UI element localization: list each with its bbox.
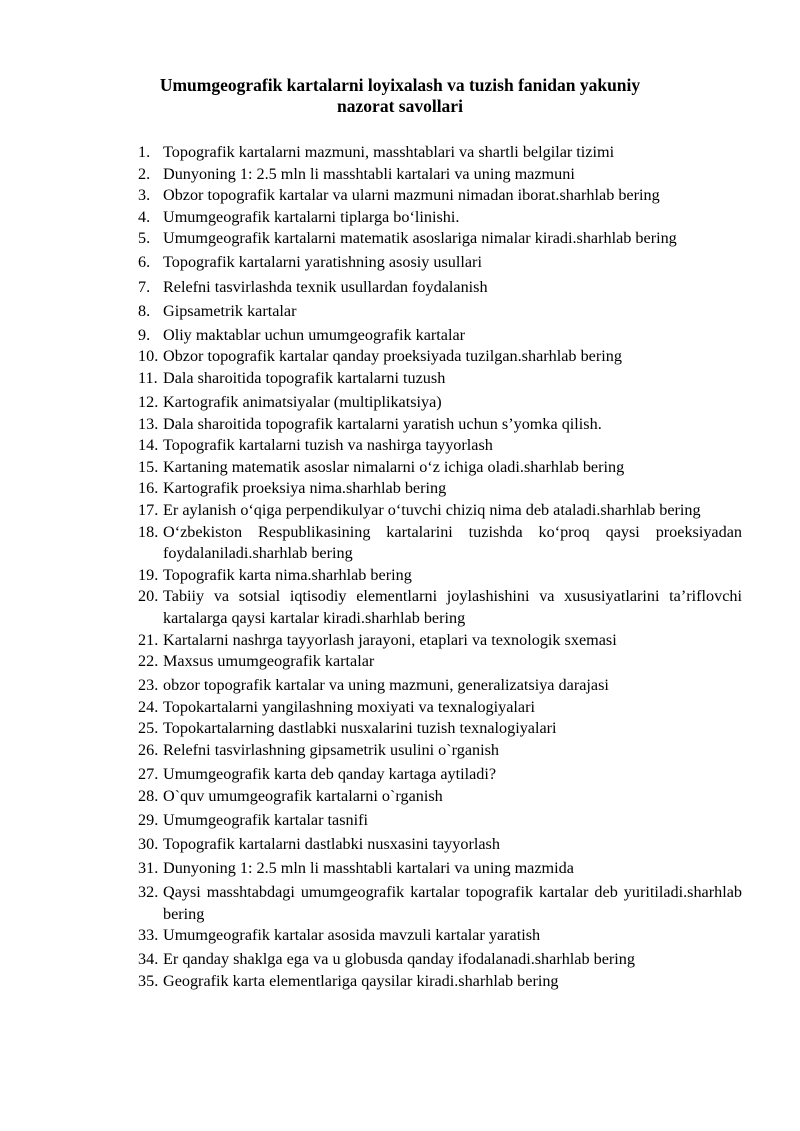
question-item xyxy=(138,651,742,673)
question-text: Topografik karta nima.sharhlab bering xyxy=(163,565,412,584)
question-number: 26. xyxy=(138,741,159,760)
question-number: 21. xyxy=(138,630,159,649)
question-number: 15. xyxy=(138,457,159,476)
question-text: Topokartalarning dastlabki nusxalarini tuzish texnalogiyalari xyxy=(163,719,557,738)
question-text: Er aylanish o‘qiga perpendikulyar o‘tuvchi chiziq nima deb ataladi.sharhlab bering xyxy=(163,501,701,519)
question-text: Er qanday shaklga ega va u globusda qanday ifodalanadi.sharhlab bering xyxy=(163,950,635,969)
question-text: Umumgeografik karta deb qanday kartaga aytiladi? xyxy=(163,765,497,784)
question-number: 34. xyxy=(138,950,159,969)
question-item xyxy=(138,368,742,390)
question-text: Topografik kartalarni tuzish va nashirga tayyorlash xyxy=(163,436,493,455)
question-item xyxy=(138,971,742,993)
question-number: 33. xyxy=(138,926,159,945)
question-text: Kartografik animatsiyalar (multiplikatsiya) xyxy=(163,393,442,412)
question-text: Relefni tasvirlashda texnik usullardan foydalanish xyxy=(163,277,488,296)
question-text: Geografik karta elementlariga qaysilar kiradi.sharhlab bering xyxy=(163,971,559,990)
question-text: Dala sharoitida topografik kartalarni tuzush xyxy=(163,368,446,387)
question-item xyxy=(138,346,742,368)
question-item xyxy=(138,522,742,565)
question-number: 5. xyxy=(138,229,151,248)
question-text: Topografik kartalarni mazmuni, masshtablari va shartli belgilar tizimi xyxy=(163,143,615,161)
question-text: Dunyoning 1: 2.5 mln li masshtabli kartalari va uning mazmuni xyxy=(163,164,575,183)
question-list xyxy=(138,142,742,993)
question-text: Umumgeografik kartalarni matematik asoslariga nimalar kiradi.sharhlab bering xyxy=(163,229,677,248)
question-number: 6. xyxy=(138,253,151,272)
question-item xyxy=(138,565,742,587)
question-number: 8. xyxy=(138,301,151,320)
question-text: Kartaning matematik asoslar nimalarni o‘z ichiga oladi.sharhlab bering xyxy=(163,457,625,476)
question-text: Qaysi masshtabdagi umumgeografik kartalar topografik kartalar deb yuritiladi.sharhlab bering xyxy=(163,883,742,923)
question-item xyxy=(138,228,742,250)
question-item xyxy=(138,478,742,500)
question-item xyxy=(138,858,742,880)
question-item xyxy=(138,697,742,719)
question-item xyxy=(138,786,742,808)
question-number: 2. xyxy=(138,164,151,183)
question-text: Relefni tasvirlashning gipsametrik usulini o`rganish xyxy=(163,741,499,760)
question-number: 11. xyxy=(138,368,158,387)
question-item xyxy=(138,834,742,856)
question-number: 22. xyxy=(138,652,159,671)
question-number: 4. xyxy=(138,207,151,226)
question-item xyxy=(138,586,742,629)
question-text: O`quv umumgeografik kartalarni o`rganish xyxy=(163,786,443,805)
question-text: Gipsametrik kartalar xyxy=(163,301,297,320)
question-item xyxy=(138,718,742,740)
question-number: 18. xyxy=(138,522,159,541)
question-text: Umumgeografik kartalarni tiplarga bo‘linishi. xyxy=(163,207,460,226)
question-item xyxy=(138,882,742,925)
question-item xyxy=(138,925,742,947)
question-item xyxy=(138,414,742,436)
question-number: 24. xyxy=(138,697,159,716)
question-number: 28. xyxy=(138,786,159,805)
question-item xyxy=(138,500,742,522)
question-text: Oliy maktablar uchun umumgeografik kartalar xyxy=(163,325,466,344)
question-item xyxy=(138,277,742,299)
question-item xyxy=(138,252,742,274)
question-number: 30. xyxy=(138,834,159,853)
document-title: Umumgeografik kartalarni loyixalash va tuzish fanidan yakuniy nazorat savollari xyxy=(159,75,641,116)
question-number: 16. xyxy=(138,479,159,498)
question-number: 14. xyxy=(138,436,159,455)
question-item xyxy=(138,949,742,971)
question-item xyxy=(138,142,742,164)
question-text: Kartalarni nashrga tayyorlash jarayoni, etaplari va texnologik sxemasi xyxy=(163,630,617,649)
question-text: Umumgeografik kartalar asosida mavzuli kartalar yaratish xyxy=(163,926,541,945)
question-text: Tabiiy va sotsial iqtisodiy elementlarni joylashishini va xususiyatlarini ta’riflovchi kartalarga qaysi kartalar kiradi.sharhlab bering xyxy=(163,587,742,627)
question-number: 27. xyxy=(138,765,159,784)
question-number: 31. xyxy=(138,859,159,877)
question-number: 29. xyxy=(138,810,159,829)
question-item xyxy=(138,675,742,697)
question-text: Umumgeografik kartalar tasnifi xyxy=(163,810,368,829)
question-number: 32. xyxy=(138,883,159,902)
question-number: 13. xyxy=(138,414,159,433)
question-text: Dala sharoitida topografik kartalarni yaratish uchun s’yomka qilish. xyxy=(163,414,602,433)
question-number: 12. xyxy=(138,393,159,412)
question-item xyxy=(138,392,742,414)
question-number: 1. xyxy=(138,143,151,161)
question-item xyxy=(138,764,742,786)
question-number: 20. xyxy=(138,587,159,606)
question-number: 23. xyxy=(138,676,159,695)
question-item xyxy=(138,435,742,457)
question-item xyxy=(138,325,742,347)
question-text: O‘zbekiston Respublikasining kartalarini tuzishda ko‘proq qaysi proeksiyadan foydalaniladi.sharhlab bering xyxy=(163,522,742,563)
question-number: 9. xyxy=(138,325,151,344)
question-number: 10. xyxy=(138,347,159,366)
question-item xyxy=(138,630,742,652)
question-text: Obzor topografik kartalar va ularni mazmuni nimadan iborat.sharhlab bering xyxy=(163,186,660,205)
question-number: 17. xyxy=(138,501,159,519)
question-number: 35. xyxy=(138,971,159,990)
question-text: Obzor topografik kartalar qanday proeksiyada tuzilgan.sharhlab bering xyxy=(163,347,622,366)
question-number: 3. xyxy=(138,186,151,205)
question-item xyxy=(138,740,742,762)
question-item xyxy=(138,457,742,479)
question-text: Kartografik proeksiya nima.sharhlab bering xyxy=(163,479,447,498)
question-number: 25. xyxy=(138,719,159,738)
question-text: obzor topografik kartalar va uning mazmuni, generalizatsiya darajasi xyxy=(163,676,609,695)
question-number: 7. xyxy=(138,277,151,296)
question-text: Dunyoning 1: 2.5 mln li masshtabli kartalari va uning mazmida xyxy=(163,859,574,877)
question-text: Topokartalarni yangilashning moxiyati va texnalogiyalari xyxy=(163,697,535,716)
question-item xyxy=(138,185,742,207)
question-text: Topografik kartalarni dastlabki nusxasini tayyorlash xyxy=(163,834,500,853)
question-item xyxy=(138,810,742,832)
question-item xyxy=(138,207,742,229)
question-item xyxy=(138,164,742,186)
question-number: 19. xyxy=(138,565,159,584)
question-text: Topografik kartalarni yaratishning asosiy usullari xyxy=(163,253,482,272)
question-text: Maxsus umumgeografik kartalar xyxy=(163,652,375,671)
question-item xyxy=(138,301,742,323)
